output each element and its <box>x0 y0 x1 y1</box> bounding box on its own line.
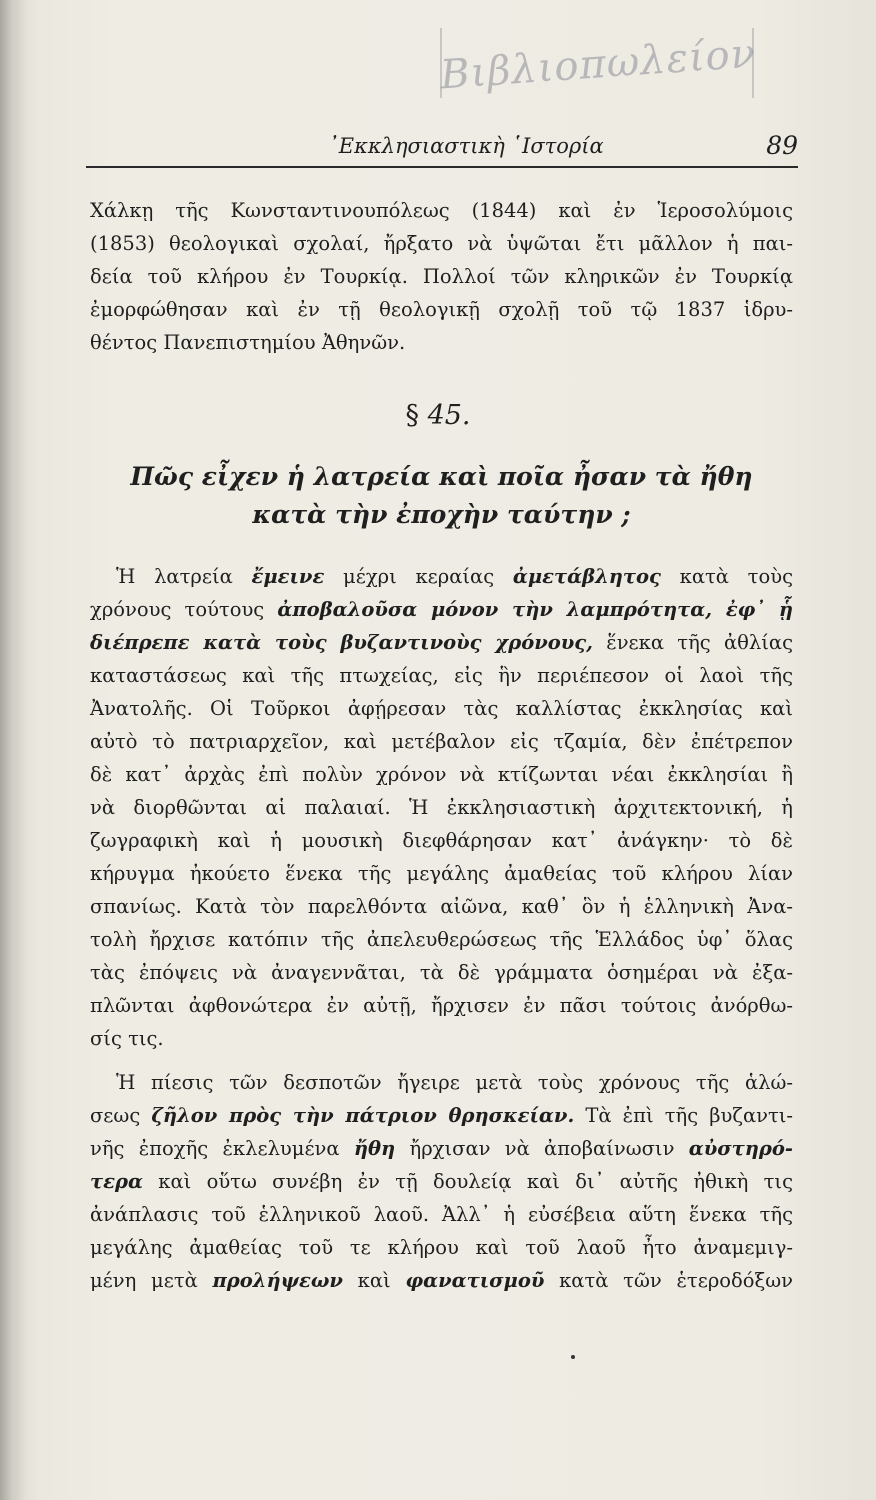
text-line: ζωγραφικὴ καὶ ἡ μουσικὴ διεφθάρησαν κατ᾿ ἀνάγκην· τὸ δὲ <box>90 829 793 852</box>
page-binding-shadow <box>0 0 26 1500</box>
page-number: 89 <box>766 131 798 160</box>
emphasis: διέπρεπε κατὰ τοὺς βυζαντινοὺς χρόνους, <box>90 631 593 654</box>
emphasis: ἀποβαλοῦσα μόνον τὴν λαμπρότητα, ἐφ᾿ ᾗ <box>277 598 793 621</box>
text-line: μεγάλης ἀμαθείας τοῦ τε κλήρου καὶ τοῦ λαοῦ ἦτο ἀναμεμιγ- <box>90 1236 793 1259</box>
text-line: πλῶνται ἀφθονώτερα ἐν αὐτῇ, ἤρχισεν ἐν πᾶσι τούτοις ἀνόρθω- <box>90 994 793 1017</box>
text-line: Χάλκῃ τῆς Κωνσταντινουπόλεως (1844) καὶ ἐν Ἱεροσολύμοις <box>90 199 793 222</box>
text-line <box>90 593 793 626</box>
question-line: Πῶς εἶχεν ἡ λατρεία καὶ ποῖα ἦσαν τὰ ἤθη <box>130 462 753 491</box>
text-span: Ἡ λατρεία <box>116 565 252 588</box>
paragraph-zeal <box>90 1066 793 1297</box>
emphasis: ἤθη <box>353 1137 396 1160</box>
text-line <box>90 560 793 593</box>
emphasis: ἀμετάβλητος <box>512 565 661 588</box>
emphasis: αὐστηρό- <box>688 1137 793 1160</box>
text-line <box>90 1132 793 1165</box>
text-line: δεία τοῦ κλήρου ἐν Τουρκίᾳ. Πολλοί τῶν κληρικῶν ἐν Τουρκίᾳ <box>90 265 793 288</box>
ink-speck <box>571 1355 575 1359</box>
header-rule <box>86 166 798 168</box>
text-line: Ἡ πίεσις τῶν δεσποτῶν ἤγειρε μετὰ τοὺς χρόνους τῆς ἁλώ- <box>116 1071 793 1094</box>
emphasis: ἔμεινε <box>251 565 325 588</box>
text-span: κατὰ τοὺς <box>660 565 793 588</box>
section-symbol: § <box>405 400 419 431</box>
paragraph-worship <box>90 560 793 1055</box>
text-line: τολὴ ἤρχισε κατόπιν τῆς ἀπελευθερώσεως τῆς Ἑλλάδος ὑφ᾿ ὅλας <box>90 928 793 951</box>
emphasis: προλήψεων <box>212 1269 343 1292</box>
text-span: νῆς ἐποχῆς ἐκλελυμένα <box>90 1137 354 1160</box>
text-line: νὰ διορθῶνται αἱ παλαιαί. Ἡ ἐκκλησιαστικὴ ἀρχιτεκτονική, ἡ <box>90 796 793 819</box>
intro-paragraph <box>90 194 793 359</box>
section-heading <box>0 398 876 434</box>
stamp-text: Βιβλιοπωλείον <box>438 30 758 99</box>
text-line: δὲ κατ᾿ ἀρχὰς ἐπὶ πολὺν χρόνον νὰ κτίζωνται νέαι ἐκκλησίαι ἢ <box>90 763 793 786</box>
text-line <box>90 626 793 659</box>
text-span: καὶ <box>342 1269 406 1292</box>
text-line: αὐτὸ τὸ πατριαρχεῖον, καὶ μετέβαλον εἰς τζαμία, δὲν ἐπέτρεπον <box>90 730 793 753</box>
text-span: καὶ οὕτω συνέβη ἐν τῇ δουλείᾳ καὶ δι᾿ αὐτῆς ἠθικὴ τις <box>142 1170 793 1193</box>
running-title: ᾿Εκκλησιαστικὴ ῾Ιστορία <box>328 134 604 158</box>
text-line: (1853) θεολογικαὶ σχολαί, ἤρξατο νὰ ὑψῶται ἔτι μᾶλλον ἡ παι- <box>90 232 793 255</box>
text-line <box>90 1165 793 1198</box>
section-question <box>90 458 793 534</box>
text-line: σίς τις. <box>90 1027 164 1050</box>
text-span: μέχρι κεραίας <box>324 565 513 588</box>
text-line: σπανίως. Κατὰ τὸν παρελθόντα αἰῶνα, καθ᾿ ὃν ἡ ἑλληνικὴ Ἀνα- <box>90 895 793 918</box>
text-line: ἐμορφώθησαν καὶ ἐν τῇ θεολογικῇ σχολῇ τοῦ τῷ 1837 ἱδρυ- <box>90 298 793 321</box>
text-line: θέντος Πανεπιστημίου Ἀθηνῶν. <box>90 331 406 354</box>
text-line <box>90 1099 793 1132</box>
text-span: Τὰ ἐπὶ τῆς βυζαντι- <box>574 1104 794 1127</box>
text-line: καταστάσεως καὶ τῆς πτωχείας, εἰς ἣν περιέπεσον οἱ λαοὶ τῆς <box>90 664 793 687</box>
emphasis: ζῆλον πρὸς τὴν πάτριον θρησκείαν. <box>151 1104 575 1127</box>
text-line: τὰς ἐπόψεις νὰ ἀναγεννᾶται, τὰ δὲ γράμματα ὁσημέραι νὰ ἐξα- <box>90 961 793 984</box>
question-line: κατὰ τὴν ἐποχὴν ταύτην ; <box>252 500 631 529</box>
running-header <box>86 130 798 166</box>
emphasis: τερα <box>90 1170 143 1193</box>
section-number: 45. <box>427 400 471 431</box>
text-span: ἕνεκα τῆς ἀθλίας <box>592 631 793 654</box>
emphasis: φανατισμοῦ <box>405 1269 545 1292</box>
text-span: μένη μετὰ <box>90 1269 213 1292</box>
text-span: κατὰ τῶν ἑτεροδόξων <box>544 1269 793 1292</box>
text-line: κήρυγμα ἠκούετο ἕνεκα τῆς μεγάλης ἀμαθείας τοῦ κλήρου λίαν <box>90 862 793 885</box>
text-span: χρόνους τούτους <box>90 598 278 621</box>
text-line: Ἀνατολῆς. Οἱ Τοῦρκοι ἀφῄρεσαν τὰς καλλίστας ἐκκλησίας καὶ <box>90 697 793 720</box>
text-span: ἤρχισαν νὰ ἀποβαίνωσιν <box>395 1137 689 1160</box>
text-span: σεως <box>90 1104 152 1127</box>
text-line <box>90 1264 793 1297</box>
text-line: ἀνάπλασις τοῦ ἑλληνικοῦ λαοῦ. Ἀλλ᾿ ἡ εὐσέβεια αὕτη ἕνεκα τῆς <box>90 1203 793 1226</box>
